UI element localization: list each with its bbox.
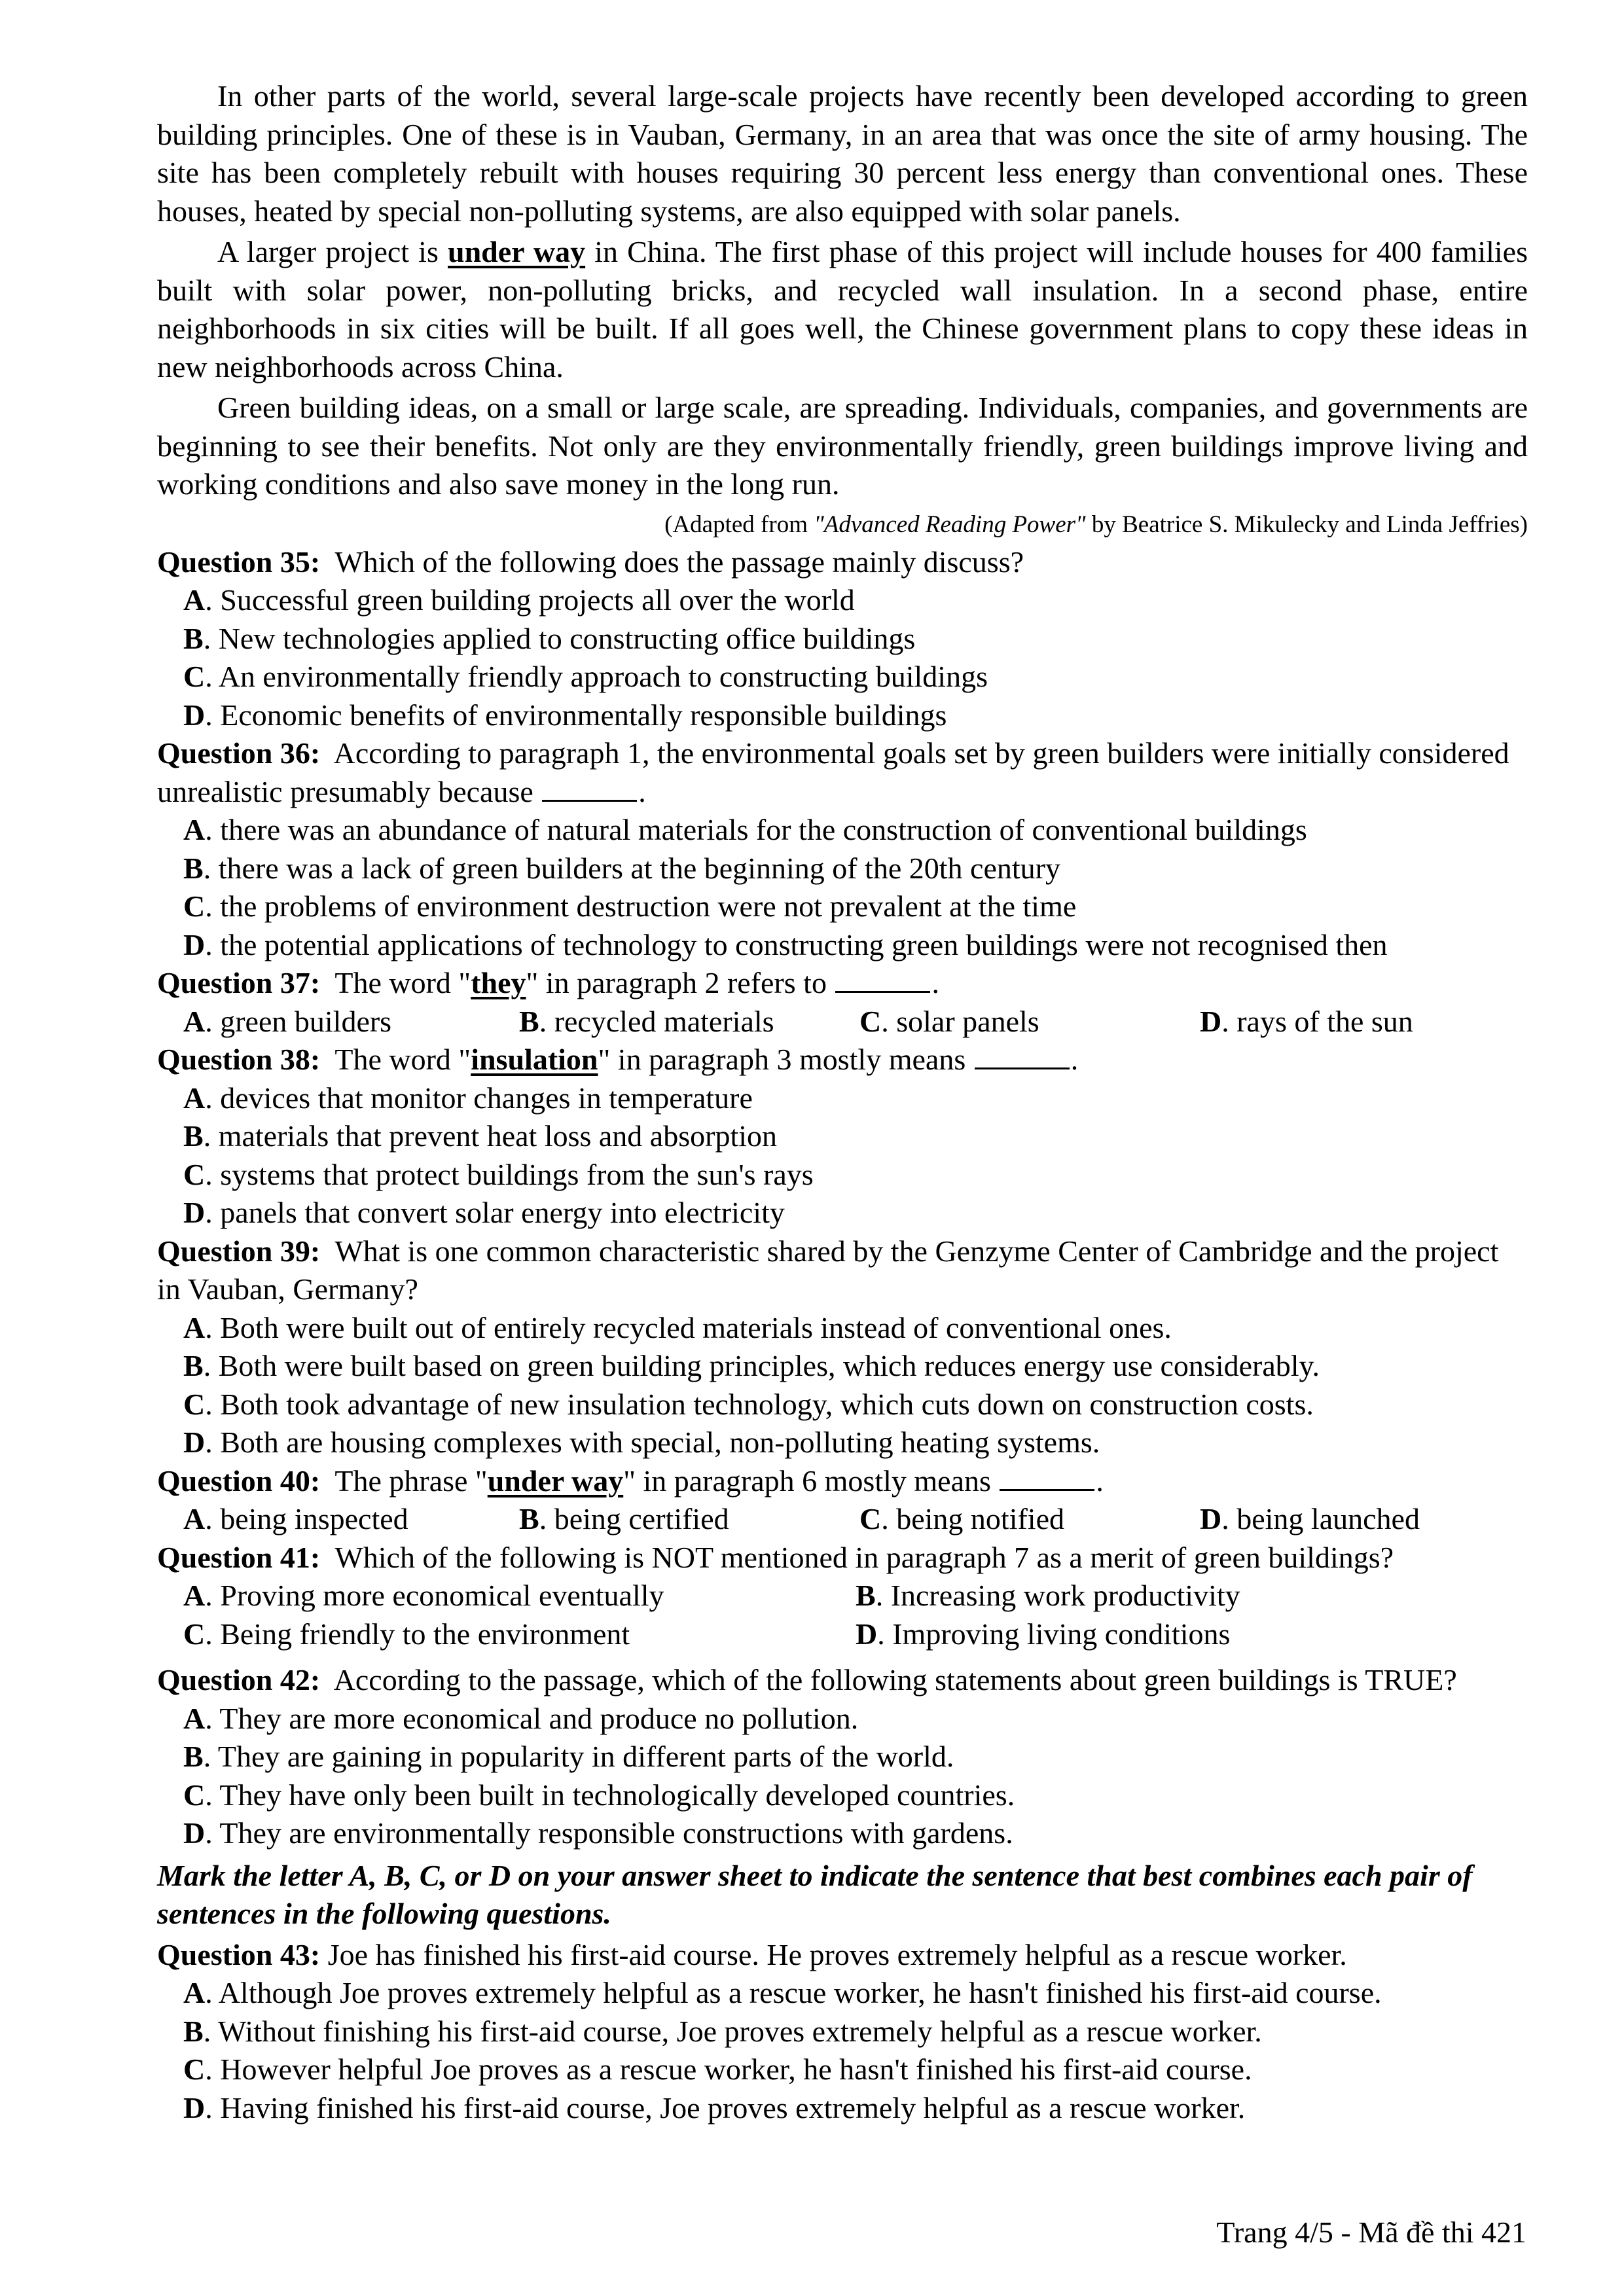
- option-letter: B: [519, 1502, 539, 1535]
- answer-blank: [1000, 1465, 1094, 1491]
- highlighted-word-insulation: insulation: [471, 1043, 598, 1076]
- stem-end: .: [1096, 1463, 1104, 1498]
- question-stem: Which of the following does the passage mainly discuss?: [334, 545, 1024, 579]
- highlighted-word-they: they: [471, 966, 526, 999]
- option-letter: D: [183, 1196, 206, 1229]
- option-text: . being certified: [539, 1502, 729, 1535]
- option-letter: B: [183, 851, 204, 885]
- answer-blank: [542, 776, 637, 802]
- option-letter: A: [183, 1081, 206, 1115]
- option-text: . systems that protect buildings from the sun's rays: [205, 1157, 814, 1191]
- question-label: Question 37:: [157, 966, 321, 999]
- source-title: "Advanced Reading Power": [814, 511, 1086, 538]
- q37-option-d[interactable]: [1200, 1003, 1413, 1041]
- question-41: [157, 1539, 1528, 1577]
- option-letter: D: [183, 2090, 206, 2125]
- option-letter: C: [183, 1157, 206, 1191]
- question-stem: According to paragraph 1, the environmental goals set by green builders were initially considered unrealistic presumably because: [157, 736, 1509, 808]
- source-prefix: (Adapted from: [664, 511, 814, 538]
- option-letter: D: [183, 1426, 206, 1459]
- option-letter: D: [183, 1816, 206, 1850]
- q39-option-b[interactable]: [157, 1347, 1528, 1386]
- q36-option-b[interactable]: [157, 850, 1528, 888]
- option-letter: B: [856, 1579, 876, 1612]
- option-text: . Both took advantage of new insulation technology, which cuts down on construction costs.: [205, 1387, 1314, 1421]
- q42-option-a[interactable]: [157, 1700, 1528, 1738]
- q41-options-row-2: [157, 1615, 1528, 1654]
- q37-options: [157, 1003, 1528, 1041]
- q38-option-d[interactable]: [157, 1194, 1528, 1232]
- option-text: . green builders: [205, 1004, 392, 1038]
- section-instruction: Mark the letter A, B, C, or D on your answer sheet to indicate the sentence that best combines each pair of sentences in the following questions.: [157, 1858, 1473, 1930]
- q42-option-c[interactable]: [157, 1776, 1528, 1815]
- source-suffix: by Beatrice S. Mikulecky and Linda Jeffries): [1085, 511, 1528, 538]
- q40-option-a[interactable]: [183, 1500, 519, 1539]
- option-text: . recycled materials: [539, 1004, 774, 1038]
- option-letter: C: [183, 660, 206, 693]
- option-text: . Both were built based on green building principles, which reduces energy use considerably.: [203, 1349, 1320, 1382]
- option-letter: D: [856, 1617, 878, 1651]
- option-letter: C: [183, 2053, 206, 2086]
- option-text: . there was an abundance of natural materials for the construction of conventional buildings: [205, 813, 1307, 846]
- page-footer: Trang 4/5 - Mã đề thi 421: [1216, 2215, 1526, 2249]
- option-letter: D: [183, 698, 206, 732]
- question-label: Question 36:: [157, 736, 321, 770]
- option-text: . An environmentally friendly approach to constructing buildings: [205, 660, 988, 693]
- q36-option-a[interactable]: [157, 811, 1528, 850]
- question-42: [157, 1661, 1528, 1700]
- passage-paragraph-6: [157, 233, 1528, 386]
- q42-option-b[interactable]: [157, 1738, 1528, 1776]
- option-letter: A: [183, 1701, 206, 1735]
- passage-paragraph-7: Green building ideas, on a small or large scale, are spreading. Individuals, companies, and governments are beginning to see their benefits. Not only are they environmentally friendly, green buildings improve living and working conditions and also save money in the long run.: [157, 391, 1528, 501]
- option-letter: C: [859, 1004, 882, 1038]
- option-text: . However helpful Joe proves as a rescue worker, he hasn't finished his first-aid course.: [205, 2053, 1252, 2086]
- question-stem: Joe has finished his first-aid course. He proves extremely helpful as a rescue worker.: [327, 1937, 1347, 1971]
- option-letter: C: [183, 1778, 206, 1812]
- q40-option-b[interactable]: [519, 1500, 859, 1539]
- q41-option-d[interactable]: [856, 1615, 1528, 1654]
- option-letter: D: [1200, 1502, 1222, 1535]
- q40-option-c[interactable]: [859, 1500, 1200, 1539]
- option-letter: A: [183, 1310, 206, 1344]
- option-text: . rays of the sun: [1221, 1004, 1413, 1038]
- question-stem: According to the passage, which of the following statements about green buildings is TRUE?: [333, 1663, 1457, 1696]
- paragraph-text: in China. The first phase of this project will include houses for 400 families built with solar power, non-polluting bricks, and recycled wall insulation. In a second phase, entire neighborhoods in six cities will be built. If all goes well, the Chinese government plans to copy these ideas in new neighborhoods across China.: [157, 235, 1528, 384]
- question-stem: The phrase ": [334, 1463, 488, 1498]
- question-label: Question 35:: [157, 545, 321, 579]
- q38-option-c[interactable]: [157, 1156, 1528, 1194]
- highlighted-phrase-under-way: under way: [487, 1463, 624, 1498]
- q42-option-d[interactable]: [157, 1814, 1528, 1853]
- question-38: [157, 1041, 1528, 1079]
- q43-option-b[interactable]: [157, 2013, 1528, 2051]
- option-text: . being notified: [881, 1502, 1065, 1535]
- paragraph-text: A larger project is: [217, 235, 448, 268]
- option-letter: C: [183, 889, 206, 923]
- q43-option-a[interactable]: [157, 1974, 1528, 2013]
- question-stem: " in paragraph 3 mostly means: [598, 1043, 966, 1076]
- option-text: . solar panels: [881, 1004, 1039, 1038]
- option-text: . the potential applications of technology to constructing green buildings were not recognised then: [205, 927, 1388, 961]
- stem-end: .: [638, 774, 646, 808]
- passage-source: [157, 507, 1528, 543]
- spacer: [157, 1653, 1528, 1661]
- option-text: . there was a lack of green builders at the beginning of the 20th century: [203, 851, 1060, 885]
- option-letter: C: [183, 1617, 206, 1651]
- q39-option-a[interactable]: [157, 1309, 1528, 1348]
- option-text: . Being friendly to the environment: [205, 1617, 630, 1651]
- question-stem: The word ": [334, 1043, 471, 1076]
- passage-paragraph-5: In other parts of the world, several large-scale projects have recently been developed according to green building principles. One of these is in Vauban, Germany, in an area that was once the site of army housing. The site has been completely rebuilt with houses requiring 30 percent less energy than conventional ones. These houses, heated by special non-polluting systems, are also equipped with solar panels.: [157, 79, 1528, 228]
- question-37: [157, 964, 1528, 1003]
- question-label: Question 40:: [157, 1463, 321, 1498]
- q35-option-a[interactable]: [157, 581, 1528, 620]
- exam-page: [157, 77, 1528, 2127]
- option-letter: B: [183, 621, 204, 655]
- question-label: Question 38:: [157, 1043, 321, 1076]
- option-letter: A: [183, 1976, 206, 2009]
- option-letter: A: [183, 1502, 206, 1535]
- q41-option-a[interactable]: [183, 1577, 856, 1615]
- option-text: . the problems of environment destruction were not prevalent at the time: [205, 889, 1077, 923]
- question-stem: Which of the following is NOT mentioned in paragraph 7 as a merit of green buildings?: [334, 1540, 1394, 1574]
- option-text: . being inspected: [205, 1502, 408, 1535]
- question-36: [157, 734, 1528, 811]
- option-text: . Successful green building projects all over the world: [205, 583, 855, 617]
- option-text: . Proving more economical eventually: [205, 1579, 664, 1612]
- stem-end: .: [931, 966, 939, 999]
- option-text: . They are gaining in popularity in different parts of the world.: [203, 1740, 954, 1773]
- q41-option-c[interactable]: [183, 1615, 856, 1654]
- option-text: . Without finishing his first-aid course, Joe proves extremely helpful as a rescue worker.: [203, 2014, 1262, 2048]
- stem-end: .: [1070, 1043, 1079, 1076]
- option-letter: C: [183, 1387, 206, 1421]
- highlighted-phrase-under-way: under way: [448, 235, 586, 268]
- option-text: . materials that prevent heat loss and absorption: [203, 1119, 778, 1153]
- option-letter: B: [519, 1004, 539, 1038]
- question-label: Question 41:: [157, 1540, 321, 1574]
- option-text: . Having finished his first-aid course, Joe proves extremely helpful as a rescue worker.: [205, 2090, 1246, 2125]
- option-text: . Both are housing complexes with special, non-polluting heating systems.: [205, 1426, 1100, 1459]
- q43-option-c[interactable]: [157, 2051, 1528, 2089]
- q36-option-d[interactable]: [157, 926, 1528, 965]
- option-text: . Although Joe proves extremely helpful as a rescue worker, he hasn't finished his first-aid course.: [205, 1976, 1382, 2009]
- option-letter: B: [183, 1740, 204, 1773]
- option-text: . They have only been built in technologically developed countries.: [205, 1778, 1015, 1812]
- question-label: Question 43:: [157, 1937, 321, 1971]
- option-text: . New technologies applied to constructing office buildings: [203, 621, 916, 655]
- question-40: [157, 1462, 1528, 1501]
- q37-option-a[interactable]: [183, 1003, 519, 1041]
- q43-option-d[interactable]: [157, 2089, 1528, 2128]
- option-text: . being launched: [1221, 1502, 1420, 1535]
- option-letter: C: [859, 1502, 882, 1535]
- option-letter: A: [183, 583, 206, 617]
- option-letter: A: [183, 1004, 206, 1038]
- q37-option-c[interactable]: [859, 1003, 1200, 1041]
- q39-option-c[interactable]: [157, 1386, 1528, 1424]
- q38-option-a[interactable]: [157, 1079, 1528, 1118]
- option-text: . Both were built out of entirely recycled materials instead of conventional ones.: [205, 1310, 1172, 1344]
- q40-option-d[interactable]: [1200, 1500, 1420, 1539]
- q41-option-b[interactable]: [856, 1577, 1528, 1615]
- q40-options: [157, 1500, 1528, 1539]
- option-letter: B: [183, 1349, 204, 1382]
- q35-option-b[interactable]: [157, 620, 1528, 658]
- question-43: [157, 1936, 1528, 1975]
- option-text: . They are more economical and produce no pollution.: [205, 1701, 859, 1735]
- answer-blank: [835, 967, 930, 993]
- option-letter: B: [183, 1119, 204, 1153]
- option-text: . devices that monitor changes in temperature: [205, 1081, 753, 1115]
- question-stem: " in paragraph 6 mostly means: [623, 1463, 991, 1498]
- option-text: . panels that convert solar energy into electricity: [205, 1196, 785, 1229]
- option-text: . Economic benefits of environmentally responsible buildings: [205, 698, 947, 732]
- option-letter: A: [183, 1579, 206, 1612]
- option-letter: D: [183, 927, 206, 961]
- option-text: . Improving living conditions: [877, 1617, 1231, 1651]
- q35-option-d[interactable]: [157, 696, 1528, 735]
- question-label: Question 42:: [157, 1663, 321, 1696]
- question-35: [157, 543, 1528, 582]
- option-letter: A: [183, 813, 206, 846]
- q41-options-row-1: [157, 1577, 1528, 1615]
- option-text: . They are environmentally responsible constructions with gardens.: [205, 1816, 1013, 1850]
- question-stem: What is one common characteristic shared by the Genzyme Center of Cambridge and the project in Vauban, Germany?: [157, 1234, 1499, 1306]
- option-letter: B: [183, 2014, 204, 2048]
- q38-option-b[interactable]: [157, 1117, 1528, 1156]
- answer-blank: [975, 1044, 1070, 1069]
- q37-option-b[interactable]: [519, 1003, 859, 1041]
- option-letter: D: [1200, 1004, 1222, 1038]
- q35-option-c[interactable]: [157, 658, 1528, 696]
- question-label: Question 39:: [157, 1234, 321, 1268]
- question-stem: The word ": [334, 966, 471, 999]
- question-39: [157, 1232, 1528, 1309]
- q39-option-d[interactable]: [157, 1424, 1528, 1462]
- option-text: . Increasing work productivity: [875, 1579, 1240, 1612]
- q36-option-c[interactable]: [157, 888, 1528, 926]
- question-stem: " in paragraph 2 refers to: [526, 966, 827, 999]
